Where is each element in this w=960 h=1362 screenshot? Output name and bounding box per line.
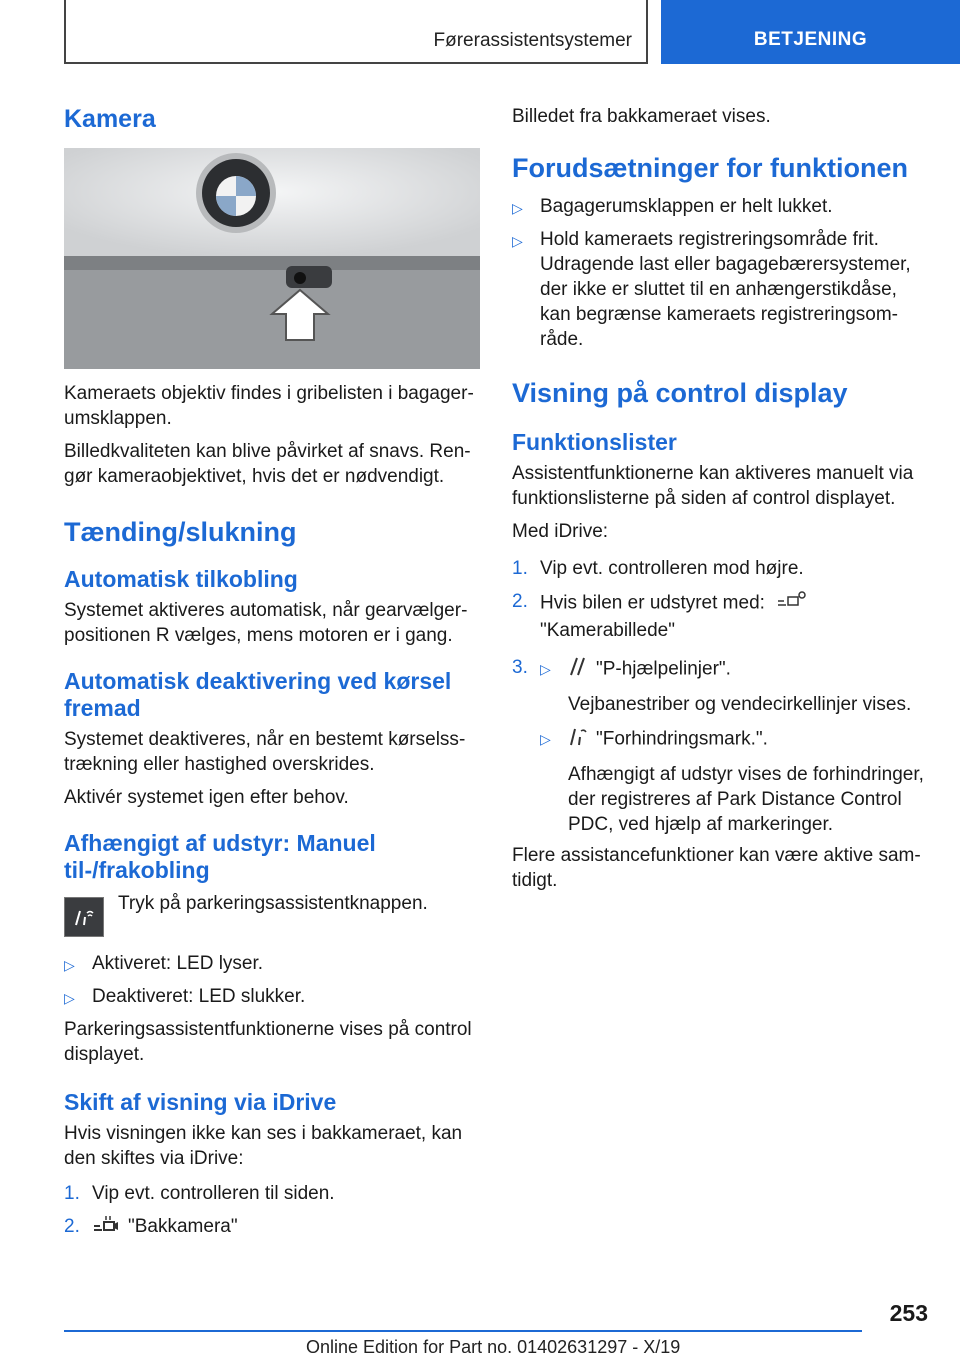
visning-step-2 bbox=[512, 589, 932, 643]
manual-heading: Afhængigt af udstyr: Manuel til-/frakobling bbox=[64, 829, 376, 884]
triangle-bullet-icon: ▷ bbox=[64, 956, 75, 973]
skift-step-1 bbox=[64, 1181, 480, 1206]
step-3-sub-1 bbox=[540, 655, 932, 684]
visning-step-1-text: Vip evt. controlleren mod højre. bbox=[540, 557, 804, 579]
kamera-paragraph-1: Kameraets objektiv findes i gribelisten i bagagerumsklappen. bbox=[64, 383, 474, 429]
footer-divider bbox=[64, 1330, 862, 1332]
visning-step-2-text-a: Hvis bilen er udstyret med: bbox=[540, 592, 765, 614]
triangle-bullet-icon: ▷ bbox=[512, 233, 523, 249]
edition-text: Online Edition for Part no. 01402631297 - X/19 bbox=[306, 1337, 681, 1357]
left-column bbox=[64, 96, 480, 1243]
auto-off-paragraph-1: Systemet deaktiveres, når en bestemt kørselsstrækning eller hastighed overskrides. bbox=[64, 728, 466, 775]
forud-bullet-1-text: Bagagerumsklappen er helt lukket. bbox=[540, 196, 833, 217]
parking-assist-button-icon bbox=[64, 897, 104, 937]
header-tab-label: BETJENING bbox=[753, 29, 868, 50]
bullet-activated-text: Aktiveret: LED lyser. bbox=[92, 952, 264, 974]
step-number: 1. bbox=[64, 1182, 80, 1204]
triangle-bullet-icon: ▷ bbox=[512, 200, 523, 216]
auto-on-paragraph: Systemet aktiveres automatisk, når gearvælgerpositionen R vælges, mens motoren er i gang. bbox=[64, 599, 468, 646]
skift-step-2 bbox=[64, 1214, 480, 1243]
closing-paragraph: Flere assistancefunktioner kan være aktive samtidigt. bbox=[512, 844, 921, 891]
step-number: 2. bbox=[64, 1215, 80, 1237]
taending-heading: Tænding/slukning bbox=[64, 517, 297, 547]
step-3-sub-1-text: "P-hjælpelinjer". bbox=[596, 658, 731, 680]
visning-step-2-text-b: "Kamerabillede" bbox=[540, 619, 675, 641]
parking-lines-icon bbox=[568, 655, 588, 684]
funk-heading: Funktionslister bbox=[512, 429, 677, 455]
auto-on-heading: Automatisk tilkobling bbox=[64, 566, 298, 592]
forud-heading: Forudsætninger for funktionen bbox=[512, 153, 908, 183]
step-3-sub-2 bbox=[540, 725, 932, 754]
skift-heading: Skift af visning via iDrive bbox=[64, 1088, 337, 1115]
rear-camera-icon bbox=[92, 1214, 120, 1243]
camera-photo bbox=[64, 148, 480, 369]
bullet-deactivated-text: Deaktiveret: LED slukker. bbox=[92, 985, 306, 1007]
camera-illustration bbox=[64, 148, 480, 369]
auto-off-paragraph-2: Aktivér systemet igen efter behov. bbox=[64, 786, 349, 808]
step-number: 1. bbox=[512, 557, 528, 579]
forud-bullet-1 bbox=[512, 194, 932, 221]
camera-image-icon bbox=[776, 589, 808, 618]
header-section-title: Førerassistentsystemer bbox=[433, 30, 632, 51]
right-column bbox=[512, 96, 932, 893]
intro-paragraph: Billedet fra bakkameraet vises. bbox=[512, 106, 771, 127]
skift-paragraph: Hvis visningen ikke kan ses i bakkameraet, kan den skiftes via iDrive: bbox=[64, 1122, 463, 1169]
triangle-bullet-icon: ▷ bbox=[540, 660, 551, 677]
header-tab[interactable] bbox=[661, 0, 960, 64]
bullet-deactivated bbox=[64, 984, 480, 1011]
auto-off-heading: Automatisk deaktivering ved kørsel fremad bbox=[64, 667, 452, 722]
step-number: 3. bbox=[512, 656, 528, 678]
manual-paragraph-2: Parkeringsassistentfunktionerne vises på control displayet. bbox=[64, 1018, 472, 1065]
step-3-sub-2-desc: Afhængigt af udstyr vises de forhindringer, der registreres af Park Distance Control PDC, ved hjælp af markeringer. bbox=[568, 763, 924, 835]
step-3-sub-2-text: "Forhindringsmark.". bbox=[596, 728, 768, 750]
bullet-activated bbox=[64, 951, 480, 978]
visning-step-1 bbox=[512, 556, 932, 581]
obstacle-marking-icon bbox=[568, 725, 588, 754]
page-number: 253 bbox=[889, 1300, 928, 1326]
forud-bullet-2 bbox=[512, 227, 932, 352]
visning-heading: Visning på control display bbox=[512, 378, 848, 408]
med-idrive: Med iDrive: bbox=[512, 520, 609, 542]
header-section-box bbox=[64, 0, 648, 64]
skift-step-1-text: Vip evt. controlleren til siden. bbox=[92, 1182, 335, 1204]
step-3-sub-1-desc: Vejbanestriber og vendecirkellinjer vises. bbox=[568, 693, 912, 715]
triangle-bullet-icon: ▷ bbox=[540, 730, 551, 747]
visning-step-3 bbox=[512, 655, 932, 837]
forud-bullet-2-text: Hold kameraets registreringsområde frit. Udragende last eller bagagebærersystemer, der ikke er sluttet til en anhængerstikdåse, kan begrænse kameraets registreringsområde. bbox=[540, 229, 911, 350]
funk-paragraph: Assistentfunktionerne kan aktiveres manuelt via funktionslisterne på siden af control displayet. bbox=[512, 462, 914, 509]
skift-step-2-text: "Bakkamera" bbox=[128, 1215, 238, 1237]
manual-paragraph: Tryk på parkeringsassistentknappen. bbox=[118, 892, 428, 914]
step-number: 2. bbox=[512, 590, 528, 612]
triangle-bullet-icon: ▷ bbox=[64, 989, 75, 1006]
parking-button-row bbox=[64, 891, 480, 937]
kamera-paragraph-2: Billedkvaliteten kan blive påvirket af snavs. Rengør kameraobjektivet, hvis det er nødvendigt. bbox=[64, 441, 471, 487]
kamera-heading: Kamera bbox=[64, 105, 156, 133]
